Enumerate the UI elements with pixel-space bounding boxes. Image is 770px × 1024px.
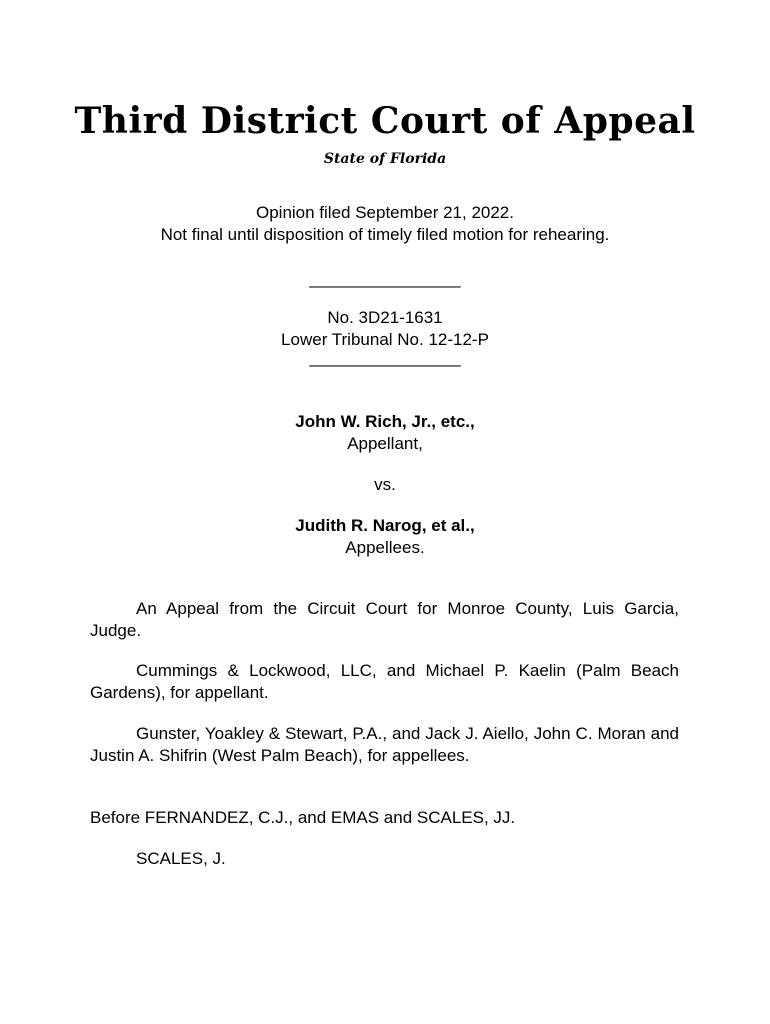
appellee-role: Appellees. — [345, 538, 425, 557]
panel-line: Before FERNANDEZ, C.J., and EMAS and SCALES, JJ. — [90, 808, 516, 827]
lower-tribunal-number: Lower Tribunal No. 12-12-P — [281, 330, 489, 349]
divider-line-bottom: ________________ — [309, 348, 461, 367]
appellee-counsel-paragraph: Gunster, Yoakley & Stewart, P.A., and Jack J. Aiello, John C. Moran and Justin A. Shifrin (West Palm Beach), for appellees. — [90, 724, 679, 765]
court-name-heading: Third District Court of Appeal — [74, 100, 696, 142]
case-number: No. 3D21-1631 — [327, 308, 443, 327]
appeal-source-paragraph: An Appeal from the Circuit Court for Monroe County, Luis Garcia, Judge. — [90, 599, 679, 640]
appellant-role: Appellant, — [347, 434, 423, 453]
versus-label: vs. — [374, 475, 396, 494]
appellee-name: Judith R. Narog, et al., — [295, 516, 475, 535]
state-subheading: State of Florida — [323, 151, 447, 167]
appellant-counsel-paragraph: Cummings & Lockwood, LLC, and Michael P. Kaelin (Palm Beach Gardens), for appellant. — [90, 661, 679, 702]
finality-notice: Not final until disposition of timely filed motion for rehearing. — [160, 225, 610, 244]
opinion-author: SCALES, J. — [136, 849, 226, 868]
divider-line-top: ________________ — [309, 269, 461, 288]
appellant-name: John W. Rich, Jr., etc., — [295, 412, 475, 431]
opinion-filed-date: Opinion filed September 21, 2022. — [255, 203, 514, 222]
